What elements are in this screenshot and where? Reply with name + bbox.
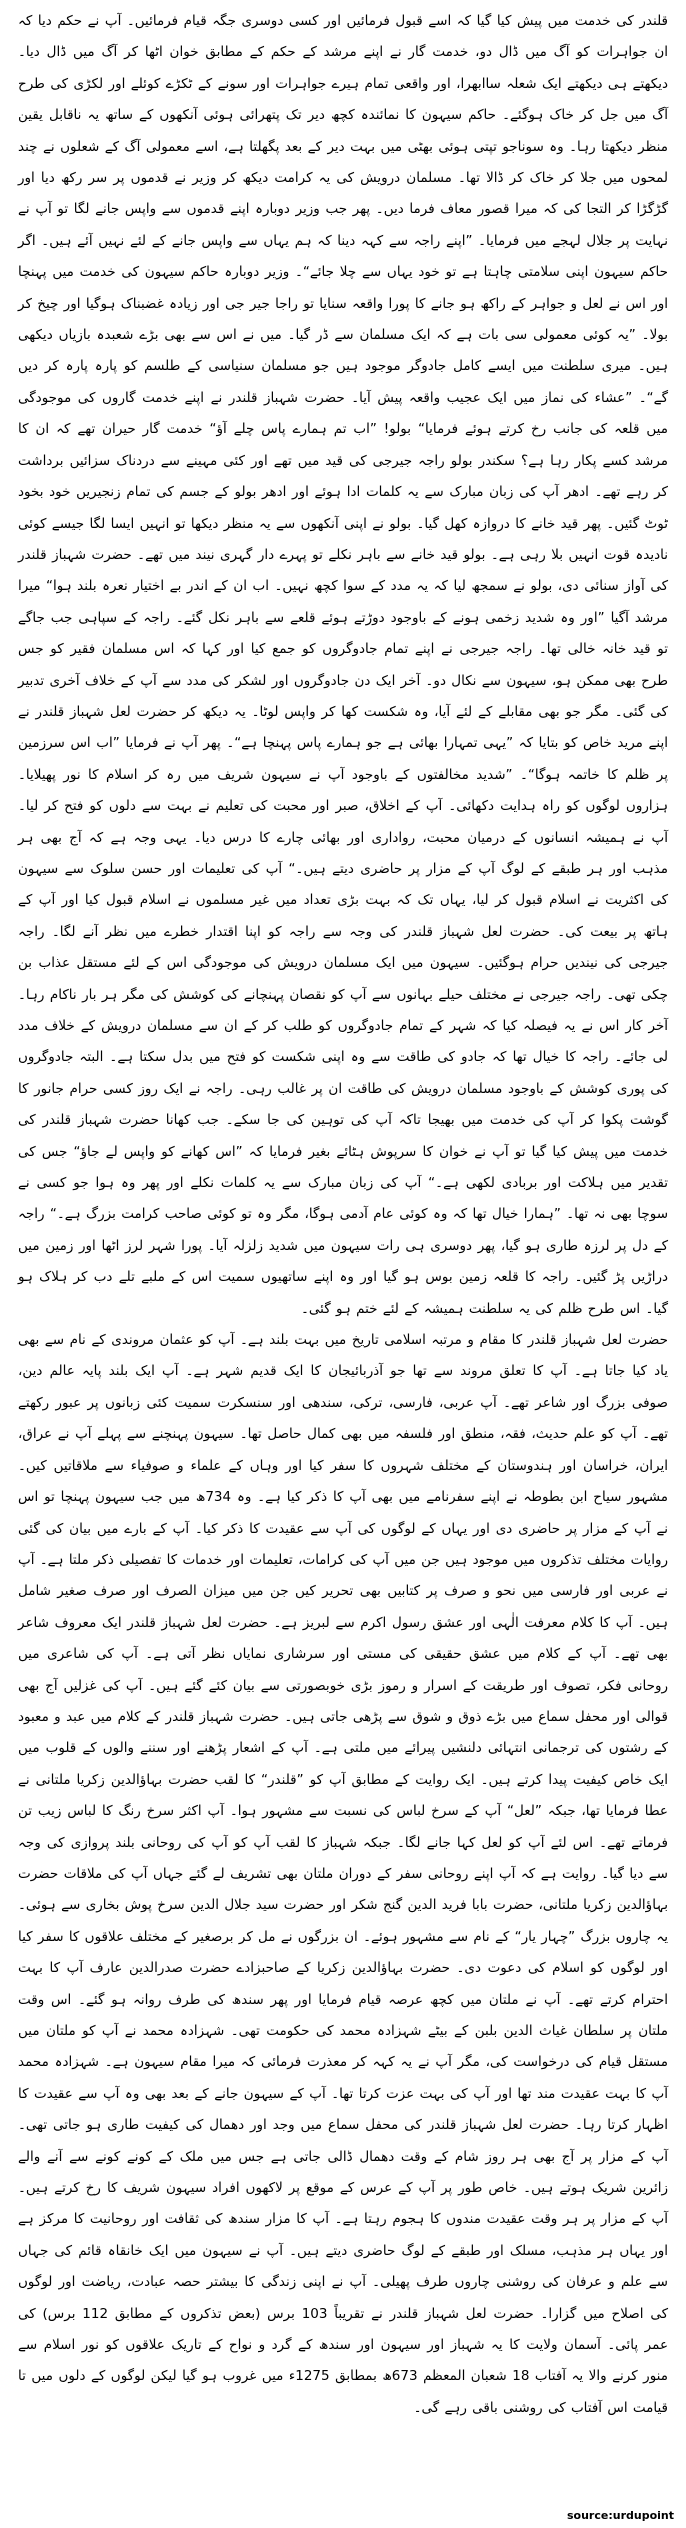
article-paragraph-1: قلندر کی خدمت میں پیش کیا گیا کہ اسے قبول فرمائیں اور کسی دوسری جگہ قیام فرمائیں۔ آپ نے حکم دیا کہ ان جواہرات کو آگ میں ڈال دو، خدمت گار نے اپنے مرشد کے حکم کے مطابق خوان اٹھا کر آگ میں ڈال دیا۔ دیکھتے ہی دیکھتے ایک شعلہ ساابھرا، اور واقعی تمام ہیرے جواہرات اور سونے کے ٹکڑے کوئلے اور لکڑی کی طرح آگ میں جل کر خاک ہوگئے۔ حاکم سیہون کا نمائندہ کچھ دیر تک پتھرائی ہوئی آنکھوں کے ساتھ یہ ناقابل یقین منظر دیکھتا رہا۔ وہ سوناجو تپتی ہوئی بھٹی میں بہت دیر کے بعد پگھلتا ہے، اسے معمولی آگ کے شعلوں نے چند لمحوں میں جلا کر خاک کر ڈالا تھا۔ مسلمان درویش کی یہ کرامت دیکھ کر وزیر نے قدموں پر سر رکھ دیا اور گڑگڑا کر التجا کی کہ میرا قصور معاف فرما دیں۔ پھر جب وزیر دوبارہ اپنے قدموں سے واپس جانے لگا تو آپ نے نہایت پر جلال لہجے میں فرمایا۔ ”اپنے راجہ سے کہہ دینا کہ ہم یہاں سے واپس جانے کے لئے نہیں آئے ہیں۔ اگر حاکم سیہون اپنی سلامتی چاہتا ہے تو خود یہاں سے چلا جائے“۔ وزیر دوبارہ حاکم سیہون کی خدمت میں پہنچا اور اس نے لعل و جواہر کے راکھ ہو جانے کا پورا واقعہ سنایا تو راجا جیر جی اور زیادہ غضبناک ہوگیا اور چیخ کر بولا۔ ”یہ کوئی معمولی سی بات ہے کہ ایک مسلمان سے ڈر گیا۔ میں نے اس سے بھی بڑے شعبدہ بازیاں دیکھی ہیں۔ میری سلطنت میں ایسے کامل جادوگر موجود ہیں جو مسلمان سنیاسی کے طلسم کو پارہ پارہ کر دیں گے“۔ ”عشاء کی نماز میں ایک عجیب واقعہ پیش آیا۔ حضرت شہباز قلندر نے اپنے خدمت گاروں کی موجودگی میں قلعہ کی جانب رخ کرتے ہوئے فرمایا“ بولو! ”اب تم ہمارے پاس چلے آؤ“ خدمت گار حیران تھے کہ ان کا مرشد کسے پکار رہا ہے؟ سکندر بولو راجہ جیرجی کی قید میں تھے اور کئی مہینے سے دردناک سزائیں برداشت کر رہے تھے۔ ادھر آپ کی زبان مبارک سے یہ کلمات ادا ہوئے اور ادھر بولو کے جسم کی تمام زنجیریں خود بخود ٹوٹ گئیں۔ پھر قید خانے کا دروازہ کھل گیا۔ بولو نے اپنی آنکھوں سے یہ منظر دیکھا تو انہیں ایسا لگا جیسے کوئی نادیدہ قوت انہیں بلا رہی ہے۔ بولو قید خانے سے باہر نکلے تو پہرے دار گہری نیند میں تھے۔ حضرت شہباز قلندر کی آواز سنائی دی، بولو نے سمجھ لیا کہ یہ مدد کے سوا کچھ نہیں۔ اب ان کے اندر بے اختیار نعرہ بلند ہوا“ میرا مرشد آگیا ”اور وہ شدید زخمی ہونے کے باوجود دوڑتے ہوئے قلعے سے باہر نکل گئے۔ راجہ کے سپاہی جب جاگے تو قید خانہ خالی تھا۔ راجہ جیرجی نے اپنے تمام جادوگروں کو جمع کیا اور کہا کہ اس مسلمان فقیر کو جس طرح بھی ممکن ہو، سیہون سے نکال دو۔ آخر ایک دن جادوگروں اور لشکر کی مدد سے آپ کے خلاف آخری تدبیر کی گئی۔ مگر جو بھی مقابلے کے لئے آیا، وہ شکست کھا کر واپس لوٹا۔ یہ دیکھ کر حضرت لعل شہباز قلندر نے اپنے مرید خاص کو بتایا کہ ”یہی تمہارا بھائی ہے جو ہمارے پاس پہنچا ہے“۔ پھر آپ نے فرمایا ”اب اس سرزمین پر ظلم کا خاتمہ ہوگا“۔ ”شدید مخالفتوں کے باوجود آپ نے سیہون شریف میں رہ کر اسلام کا نور پھیلایا۔ ہزاروں لوگوں کو راہ ہدایت دکھائی۔ آپ کے اخلاق، صبر اور محبت کی تعلیم نے بہت سے دلوں کو فتح کر لیا۔ آپ نے ہمیشہ انسانوں کے درمیان محبت، رواداری اور بھائی چارے کا درس دیا۔ یہی وجہ ہے کہ آج بھی ہر مذہب اور ہر طبقے کے لوگ آپ کے مزار پر حاضری دیتے ہیں۔“ آپ کی تعلیمات اور حسن سلوک سے سیہون کی اکثریت نے اسلام قبول کر لیا، یہاں تک کہ بہت بڑی تعداد میں غیر مسلموں نے اسلام قبول کیا اور آپ کے ہاتھ پر بیعت کی۔ حضرت لعل شہباز قلندر کی وجہ سے راجہ کو اپنا اقتدار خطرے میں نظر آنے لگا۔ راجہ جیرجی کی نیندیں حرام ہوگئیں۔ سیہون میں ایک مسلمان درویش کی موجودگی اس کے لئے مستقل عذاب بن چکی تھی۔ راجہ جیرجی نے مختلف حیلے بہانوں سے آپ کو نقصان پہنچانے کی کوشش کی مگر ہر بار ناکام رہا۔ آخر کار اس نے یہ فیصلہ کیا کہ شہر کے تمام جادوگروں کو طلب کر کے ان سے مسلمان درویش کے خلاف مدد لی جائے۔ راجہ کا خیال تھا کہ جادو کی طاقت سے وہ اپنی شکست کو فتح میں بدل سکتا ہے۔ البتہ جادوگروں کی پوری کوشش کے باوجود مسلمان درویش کی طاقت ان پر غالب رہی۔ راجہ نے ایک روز کسی حرام جانور کا گوشت پکوا کر آپ کی خدمت میں بھیجا تاکہ آپ کی توہین کی جا سکے۔ جب کھانا حضرت شہباز قلندر کی خدمت میں پیش کیا گیا تو آپ نے خوان کا سرپوش ہٹائے بغیر فرمایا کہ ”اس کھانے کو واپس لے جاؤ“ جس کی تقدیر میں ہلاکت اور بربادی لکھی ہے۔“ آپ کی زبان مبارک سے یہ کلمات نکلے اور پھر وہ ہوا جو کسی نے سوچا بھی نہ تھا۔ ”ہمارا خیال تھا کہ وہ کوئی عام آدمی ہوگا، مگر وہ تو کوئی صاحب کرامت بزرگ ہے۔“ راجہ کے دل پر لرزہ طاری ہو گیا، پھر دوسری ہی رات سیہون میں شدید زلزلہ آیا۔ پورا شہر لرز اٹھا اور زمین میں دراڑیں پڑ گئیں۔ راجہ کا قلعہ زمین بوس ہو گیا اور وہ اپنے ساتھیوں سمیت اس کے ملبے تلے دب کر ہلاک ہو گیا۔ اس طرح ظلم کی یہ سلطنت ہمیشہ کے لئے ختم ہو گئی۔ (18, 13, 668, 1317)
article-paragraph-2: حضرت لعل شہباز قلندر کا مقام و مرتبہ اسلامی تاریخ میں بہت بلند ہے۔ آپ کو عثمان مروندی کے نام سے بھی یاد کیا جاتا ہے۔ آپ کا تعلق مروند سے تھا جو آذربائیجان کا ایک قدیم شہر ہے۔ آپ ایک بلند پایہ عالم دین، صوفی بزرگ اور شاعر تھے۔ آپ عربی، فارسی، ترکی، سندھی اور سنسکرت سمیت کئی زبانوں پر عبور رکھتے تھے۔ آپ کو علم حدیث، فقہ، منطق اور فلسفہ میں بھی کمال حاصل تھا۔ سیہون پہنچنے سے پہلے آپ نے عراق، ایران، خراسان اور ہندوستان کے مختلف شہروں کا سفر کیا اور وہاں کے علماء و صوفیاء سے ملاقاتیں کیں۔ مشہور سیاح ابن بطوطہ نے اپنے سفرنامے میں بھی آپ کا ذکر کیا ہے۔ وہ 734ھ میں جب سیہون پہنچا تو اس نے آپ کے مزار پر حاضری دی اور یہاں کے لوگوں کی آپ سے عقیدت کا ذکر کیا۔ آپ کے بارے میں بیان کی گئی روایات مختلف تذکروں میں موجود ہیں جن میں آپ کی کرامات، تعلیمات اور خدمات کا تفصیلی ذکر ملتا ہے۔ آپ نے عربی اور فارسی میں نحو و صرف پر کتابیں بھی تحریر کیں جن میں میزان الصرف اور صرف صغیر شامل ہیں۔ آپ کا کلام معرفت الٰہی اور عشق رسول اکرم سے لبریز ہے۔ حضرت لعل شہباز قلندر ایک معروف شاعر بھی تھے۔ آپ کے کلام میں عشق حقیقی کی مستی اور سرشاری نمایاں نظر آتی ہے۔ آپ کی شاعری میں روحانی فکر، تصوف اور طریقت کے اسرار و رموز بڑی خوبصورتی سے بیان کئے گئے ہیں۔ آپ کی غزلیں آج بھی قوالی اور محفل سماع میں بڑے ذوق و شوق سے پڑھی جاتی ہیں۔ حضرت شہباز قلندر کے کلام میں عبد و معبود کے رشتوں کی ترجمانی انتہائی دلنشیں پیرائے میں ملتی ہے۔ آپ کے اشعار پڑھنے اور سننے والوں کے قلوب میں ایک خاص کیفیت پیدا کرتے ہیں۔ ایک روایت کے مطابق آپ کو ”قلندر“ کا لقب حضرت بہاؤالدین زکریا ملتانی نے عطا فرمایا تھا، جبکہ ”لعل“ آپ کے سرخ لباس کی نسبت سے مشہور ہوا۔ آپ اکثر سرخ رنگ کا لباس زیب تن فرماتے تھے۔ اس لئے آپ کو لعل کہا جانے لگا۔ جبکہ شہباز کا لقب آپ کو آپ کی روحانی بلند پروازی کی وجہ سے دیا گیا۔ روایت ہے کہ آپ اپنے روحانی سفر کے دوران ملتان بھی تشریف لے گئے جہاں آپ کی ملاقات حضرت بہاؤالدین زکریا ملتانی، حضرت بابا فرید الدین گنج شکر اور حضرت سید جلال الدین سرخ پوش بخاری سے ہوئی۔ یہ چاروں بزرگ ”چہار یار“ کے نام سے مشہور ہوئے۔ ان بزرگوں نے مل کر برصغیر کے مختلف علاقوں کا سفر کیا اور لوگوں کو اسلام کی دعوت دی۔ حضرت بہاؤالدین زکریا کے صاحبزادے حضرت صدرالدین عارف آپ کا بہت احترام کرتے تھے۔ آپ نے ملتان میں کچھ عرصہ قیام فرمایا اور پھر سندھ کی طرف روانہ ہو گئے۔ اس وقت ملتان پر سلطان غیاث الدین بلبن کے بیٹے شہزادہ محمد کی حکومت تھی۔ شہزادہ محمد نے آپ کو ملتان میں مستقل قیام کی درخواست کی، مگر آپ نے یہ کہہ کر معذرت فرمائی کہ میرا مقام سیہون ہے۔ شہزادہ محمد آپ کا بہت عقیدت مند تھا اور آپ کی بہت عزت کرتا تھا۔ آپ کے سیہون جانے کے بعد بھی وہ آپ سے عقیدت کا اظہار کرتا رہا۔ حضرت لعل شہباز قلندر کی محفل سماع میں وجد اور دھمال کی کیفیت طاری ہو جاتی تھی۔ آپ کے مزار پر آج بھی ہر روز شام کے وقت دھمال ڈالی جاتی ہے جس میں ملک کے کونے کونے سے آنے والے زائرین شریک ہوتے ہیں۔ خاص طور پر آپ کے عرس کے موقع پر لاکھوں افراد سیہون شریف کا رخ کرتے ہیں۔ آپ کے مزار پر ہر وقت عقیدت مندوں کا ہجوم رہتا ہے۔ آپ کا مزار سندھ کی ثقافت اور روحانیت کا مرکز ہے اور یہاں ہر مذہب، مسلک اور طبقے کے لوگ حاضری دیتے ہیں۔ آپ نے سیہون میں ایک خانقاہ قائم کی جہاں سے علم و عرفان کی روشنی چاروں طرف پھیلی۔ آپ نے اپنی زندگی کا بیشتر حصہ عبادت، ریاضت اور لوگوں کی اصلاح میں گزارا۔ حضرت لعل شہباز قلندر نے تقریباً 103 برس (بعض تذکروں کے مطابق 112 برس) کی عمر پائی۔ آسمان ولایت کا یہ شہباز اور سیہون اور سندھ کے گرد و نواح کے تاریک علاقوں کو نور اسلام سے منور کرنے والا یہ آفتاب 18 شعبان المعظم 673ھ بمطابق 1275ء میں غروب ہو گیا لیکن لوگوں کے دلوں میں تا قیامت اس آفتاب کی روشنی باقی رہے گی۔ (18, 1332, 669, 2416)
source-credit: source:urdupoint (567, 2509, 674, 2522)
article-body (18, 6, 668, 2424)
